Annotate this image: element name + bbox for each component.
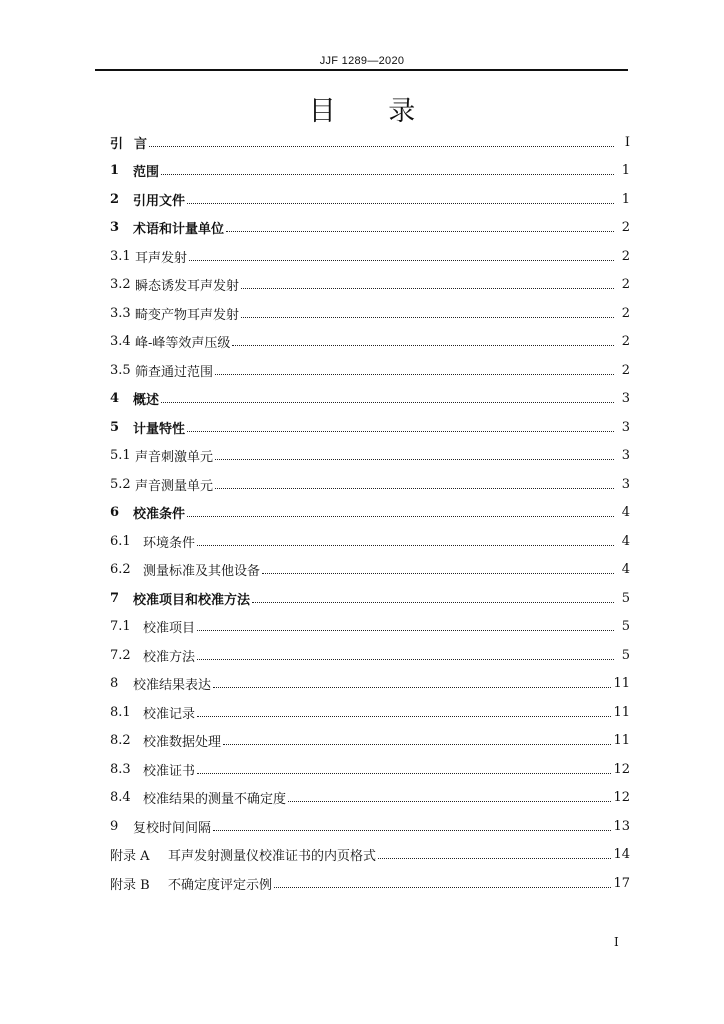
- toc-entry-number: 引: [110, 136, 124, 152]
- dot-leader: [215, 459, 614, 460]
- toc-entry-label: 声音测量单元: [135, 478, 214, 494]
- table-of-contents: [110, 128, 630, 898]
- dot-leader: [241, 317, 614, 318]
- dot-leader: [232, 345, 614, 346]
- toc-entry[interactable]: [110, 442, 630, 471]
- toc-title: 目 录: [308, 96, 438, 127]
- toc-entry-page: 11: [613, 733, 630, 749]
- toc-entry[interactable]: [110, 470, 630, 499]
- toc-entry-page: 4: [621, 562, 630, 578]
- toc-entry-page: 2: [621, 305, 630, 321]
- dot-leader: [378, 858, 611, 859]
- toc-entry[interactable]: [110, 784, 630, 813]
- toc-entry-page: 4: [621, 505, 630, 521]
- toc-entry-label: 范围: [133, 165, 160, 181]
- toc-entry-label: 峰-峰等效声压级: [135, 336, 231, 352]
- toc-entry[interactable]: [110, 698, 630, 727]
- toc-entry-page: 14: [613, 847, 630, 863]
- toc-entry[interactable]: [110, 214, 630, 243]
- toc-entry-label: 畸变产物耳声发射: [135, 307, 240, 323]
- toc-entry[interactable]: [110, 499, 630, 528]
- toc-entry-number: 5: [110, 419, 120, 435]
- toc-entry[interactable]: [110, 641, 630, 670]
- toc-entry-label: 测量标准及其他设备: [143, 564, 261, 580]
- toc-entry-label: 不确定度评定示例: [168, 877, 273, 893]
- toc-entry[interactable]: [110, 128, 630, 157]
- toc-entry-number: 9: [110, 818, 119, 834]
- dot-leader: [215, 374, 614, 375]
- toc-entry-label: 校准证书: [143, 763, 196, 779]
- toc-entry-number: 3.2: [110, 277, 131, 293]
- toc-entry-number: 4: [110, 391, 120, 407]
- toc-entry-number: 3.1: [110, 248, 131, 264]
- dot-leader: [197, 545, 614, 546]
- toc-entry[interactable]: [110, 556, 630, 585]
- toc-entry-label: 瞬态诱发耳声发射: [135, 279, 240, 295]
- dot-leader: [213, 830, 611, 831]
- dot-leader: [197, 659, 614, 660]
- toc-entry[interactable]: [110, 185, 630, 214]
- toc-entry-label: 校准记录: [143, 706, 196, 722]
- toc-entry-number: 3.3: [110, 305, 131, 321]
- dot-leader: [189, 260, 614, 261]
- dot-leader: [187, 516, 614, 517]
- dot-leader: [262, 573, 614, 574]
- toc-entry-number: 7.2: [110, 647, 131, 663]
- dot-leader: [241, 288, 614, 289]
- toc-entry[interactable]: [110, 869, 630, 898]
- dot-leader: [215, 488, 614, 489]
- toc-entry-number: 1: [110, 163, 120, 179]
- toc-entry[interactable]: [110, 527, 630, 556]
- toc-entry-page: 12: [613, 761, 630, 777]
- document-code-header: JJF 1289—2020: [319, 55, 405, 67]
- dot-leader: [274, 887, 611, 888]
- toc-entry[interactable]: [110, 727, 630, 756]
- toc-entry-number: 8.2: [110, 733, 131, 749]
- toc-entry[interactable]: [110, 755, 630, 784]
- dot-leader: [187, 203, 614, 204]
- toc-entry-page: 1: [621, 163, 630, 179]
- toc-entry-page: 1: [621, 191, 630, 207]
- dot-leader: [197, 773, 611, 774]
- toc-entry-label: 引用文件: [133, 193, 186, 209]
- toc-entry-label: 计量特性: [133, 421, 186, 437]
- toc-entry[interactable]: [110, 271, 630, 300]
- toc-entry-number: 8.1: [110, 704, 131, 720]
- toc-entry-page: I: [624, 134, 630, 150]
- toc-entry-page: 3: [621, 476, 630, 492]
- toc-entry-number: 7.1: [110, 619, 131, 635]
- toc-entry-page: 2: [621, 277, 630, 293]
- toc-entry[interactable]: [110, 385, 630, 414]
- toc-entry-page: 12: [613, 790, 630, 806]
- toc-entry[interactable]: [110, 584, 630, 613]
- toc-entry-number: 8: [110, 676, 119, 692]
- toc-entry[interactable]: [110, 328, 630, 357]
- dot-leader: [223, 744, 611, 745]
- toc-entry-label: 校准条件: [133, 507, 186, 523]
- toc-entry-label: 耳声发射: [135, 250, 188, 266]
- toc-entry-number: 6.2: [110, 562, 131, 578]
- toc-entry-page: 5: [621, 590, 630, 606]
- toc-entry-page: 5: [621, 647, 630, 663]
- toc-entry[interactable]: [110, 356, 630, 385]
- toc-entry-label: 校准方法: [143, 649, 196, 665]
- toc-entry-number: 7: [110, 590, 120, 606]
- toc-entry-number: 8.4: [110, 790, 131, 806]
- toc-entry-page: 2: [621, 334, 630, 350]
- toc-entry-label: 环境条件: [143, 535, 196, 551]
- toc-entry-page: 3: [621, 448, 630, 464]
- toc-entry-number: 附录 A: [110, 849, 150, 865]
- toc-entry-page: 17: [613, 875, 630, 891]
- toc-entry-page: 11: [613, 704, 630, 720]
- page-number: I: [614, 935, 619, 949]
- header-rule: [95, 69, 628, 71]
- toc-entry-number: 5.2: [110, 476, 131, 492]
- toc-entry-number: 8.3: [110, 761, 131, 777]
- toc-entry[interactable]: [110, 812, 630, 841]
- toc-entry-label: 复校时间间隔: [133, 820, 212, 836]
- toc-entry-page: 2: [621, 248, 630, 264]
- toc-entry-number: 3: [110, 220, 120, 236]
- toc-entry-label: 校准结果表达: [133, 678, 212, 694]
- toc-entry-page: 5: [621, 619, 630, 635]
- dot-leader: [252, 602, 614, 603]
- dot-leader: [213, 687, 611, 688]
- dot-leader: [197, 630, 614, 631]
- toc-entry-page: 11: [613, 676, 630, 692]
- toc-entry-label: 声音刺激单元: [135, 450, 214, 466]
- toc-entry-label: 校准结果的测量不确定度: [143, 792, 287, 808]
- toc-entry-page: 3: [621, 419, 630, 435]
- toc-entry[interactable]: [110, 157, 630, 186]
- toc-entry[interactable]: [110, 670, 630, 699]
- dot-leader: [149, 146, 614, 147]
- toc-entry-label: 概述: [133, 393, 160, 409]
- toc-entry-label: 术语和计量单位: [133, 222, 225, 238]
- toc-entry[interactable]: [110, 242, 630, 271]
- toc-entry-page: 2: [621, 362, 630, 378]
- toc-entry-label: 校准项目: [143, 621, 196, 637]
- toc-entry-page: 13: [613, 818, 630, 834]
- dot-leader: [187, 431, 614, 432]
- toc-entry[interactable]: [110, 841, 630, 870]
- toc-entry-number: 6.1: [110, 533, 131, 549]
- dot-leader: [161, 174, 614, 175]
- toc-entry-number: 附录 B: [110, 877, 150, 893]
- toc-entry-page: 3: [621, 391, 630, 407]
- toc-entry-number: 2: [110, 191, 120, 207]
- toc-entry-number: 6: [110, 505, 120, 521]
- dot-leader: [197, 716, 611, 717]
- dot-leader: [161, 402, 614, 403]
- toc-entry-number: 3.4: [110, 334, 131, 350]
- toc-entry[interactable]: [110, 613, 630, 642]
- toc-entry-label: 言: [134, 136, 148, 152]
- toc-entry-label: 校准数据处理: [143, 735, 222, 751]
- toc-entry-page: 4: [621, 533, 630, 549]
- toc-entry-label: 筛查通过范围: [135, 364, 214, 380]
- toc-entry-number: 5.1: [110, 448, 131, 464]
- dot-leader: [288, 801, 611, 802]
- toc-entry[interactable]: [110, 299, 630, 328]
- toc-entry-label: 耳声发射测量仪校准证书的内页格式: [168, 849, 377, 865]
- toc-entry-label: 校准项目和校准方法: [133, 592, 251, 608]
- toc-entry-number: 3.5: [110, 362, 131, 378]
- dot-leader: [226, 231, 614, 232]
- toc-entry-page: 2: [621, 220, 630, 236]
- toc-entry[interactable]: [110, 413, 630, 442]
